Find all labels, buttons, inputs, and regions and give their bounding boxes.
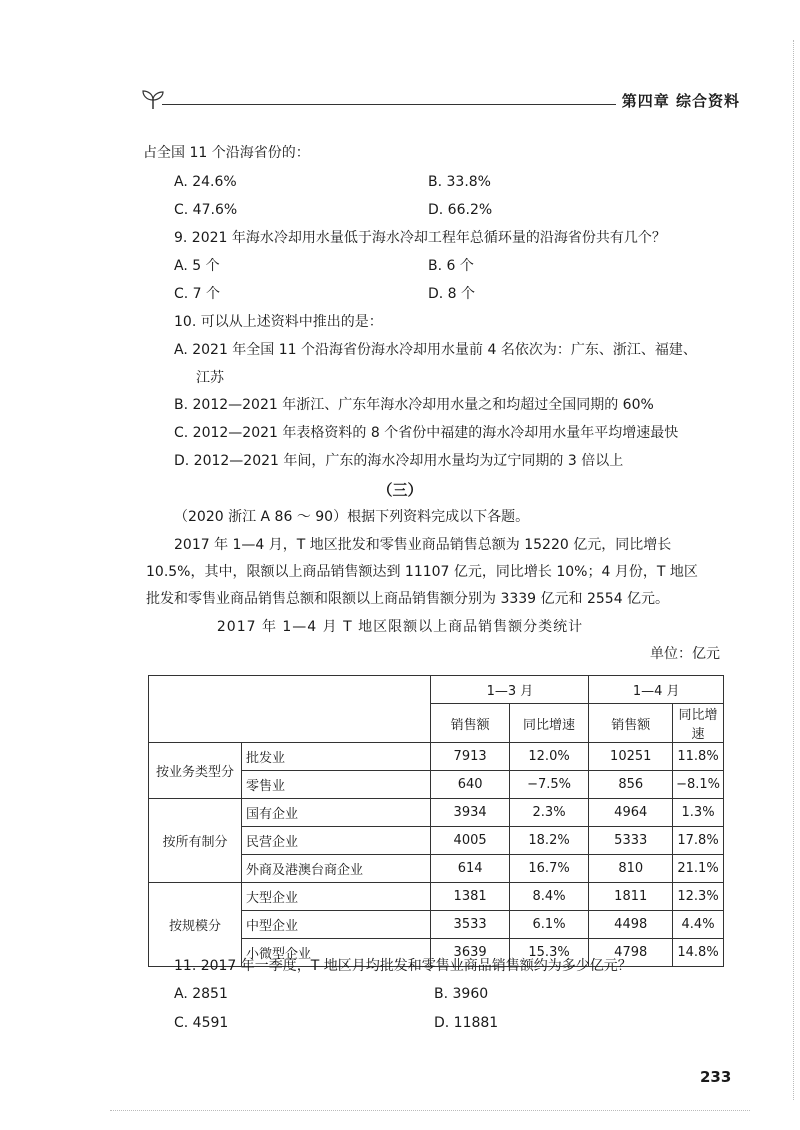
growth-q1-cell: 2.3%	[509, 799, 589, 827]
growth-jan-apr-cell: 17.8%	[673, 827, 724, 855]
sales-q1-cell: 640	[431, 771, 509, 799]
q8-tail: 占全国 11 个沿海省份的：	[143, 145, 310, 161]
q8-option-a: A. 24.6%	[174, 174, 237, 190]
group-label: 按规模分	[149, 883, 242, 967]
sales-jan-apr-cell: 856	[589, 771, 673, 799]
sales-jan-apr-cell: 810	[589, 855, 673, 883]
material-paragraph-2: 10.5%，其中，限额以上商品销售额达到 11107 亿元，同比增长 10%；4 月份，T 地区	[146, 564, 698, 580]
q8-option-d: D. 66.2%	[428, 202, 493, 218]
growth-jan-apr-cell: 11.8%	[673, 743, 724, 771]
q8-option-c: C. 47.6%	[174, 202, 238, 218]
growth-q1-cell: 18.2%	[509, 827, 589, 855]
material-paragraph-3: 批发和零售业商品销售总额和限额以上商品销售额分别为 3339 亿元和 2554 亿元。	[146, 591, 670, 607]
sales-jan-apr-cell: 1811	[589, 883, 673, 911]
growth-q1-cell: 15.3%	[509, 939, 589, 967]
chapter-title: 第四章 综合资料	[616, 90, 740, 111]
q10-option-a-line2: 江苏	[196, 370, 224, 386]
column-header-sales: 销售额	[589, 704, 673, 743]
q11-option-a: A. 2851	[174, 986, 228, 1002]
period-header: 1—3 月	[431, 676, 589, 704]
q8-option-b: B. 33.8%	[428, 174, 491, 190]
q9-option-c: C. 7 个	[174, 286, 221, 302]
section-source: （2020 浙江 A 86 ～ 90）根据下列资料完成以下各题。	[174, 509, 530, 525]
table-title: 2017 年 1—4 月 T 地区限额以上商品销售额分类统计	[216, 619, 584, 635]
growth-jan-apr-cell: 4.4%	[673, 911, 724, 939]
sales-q1-cell: 3934	[431, 799, 509, 827]
growth-q1-cell: −7.5%	[509, 771, 589, 799]
page-header	[140, 86, 740, 116]
q10-option-c: C. 2012—2021 年表格资料的 8 个省份中福建的海水冷却用水量年平均增速最快	[174, 425, 679, 441]
sales-q1-cell: 7913	[431, 743, 509, 771]
sales-table	[148, 675, 724, 967]
sales-jan-apr-cell: 10251	[589, 743, 673, 771]
group-label: 按业务类型分	[149, 743, 242, 799]
growth-jan-apr-cell: 21.1%	[673, 855, 724, 883]
period-header: 1—4 月	[589, 676, 724, 704]
q10-option-b: B. 2012—2021 年浙江、广东年海水冷却用水量之和均超过全国同期的 60%	[174, 397, 654, 413]
q9-option-b: B. 6 个	[428, 258, 474, 274]
table-row	[149, 743, 724, 771]
q11-option-d: D. 11881	[434, 1015, 499, 1031]
sales-q1-cell: 1381	[431, 883, 509, 911]
growth-q1-cell: 16.7%	[509, 855, 589, 883]
table-corner-cell	[149, 676, 431, 743]
material-paragraph-1: 2017 年 1—4 月，T 地区批发和零售业商品销售总额为 15220 亿元，同比增长	[174, 537, 672, 553]
sales-q1-cell: 4005	[431, 827, 509, 855]
sales-jan-apr-cell: 4964	[589, 799, 673, 827]
section-title: （三）	[377, 481, 423, 499]
growth-jan-apr-cell: −8.1%	[673, 771, 724, 799]
group-label: 按所有制分	[149, 799, 242, 883]
growth-q1-cell: 12.0%	[509, 743, 589, 771]
table-unit: 单位：亿元	[650, 646, 720, 662]
q9-option-d: D. 8 个	[428, 286, 476, 302]
column-header-growth: 同比增速	[673, 704, 724, 743]
growth-q1-cell: 6.1%	[509, 911, 589, 939]
q11-option-b: B. 3960	[434, 986, 489, 1002]
sales-q1-cell: 3639	[431, 939, 509, 967]
page-number: 233	[700, 1068, 732, 1086]
category-label: 小微型企业	[241, 939, 431, 967]
table-row	[149, 799, 724, 827]
category-label: 零售业	[241, 771, 431, 799]
growth-jan-apr-cell: 12.3%	[673, 883, 724, 911]
category-label: 批发业	[241, 743, 431, 771]
category-label: 民营企业	[241, 827, 431, 855]
column-header-sales: 销售额	[431, 704, 509, 743]
column-header-growth: 同比增速	[509, 704, 589, 743]
q9-option-a: A. 5 个	[174, 258, 220, 274]
q9-stem: 9. 2021 年海水冷却用水量低于海水冷却工程年总循环量的沿海省份共有几个？	[174, 230, 666, 246]
q10-option-d: D. 2012—2021 年间，广东的海水冷却用水量均为辽宁同期的 3 倍以上	[174, 453, 624, 469]
growth-q1-cell: 8.4%	[509, 883, 589, 911]
sprout-icon	[140, 88, 166, 110]
sales-jan-apr-cell: 4498	[589, 911, 673, 939]
category-label: 外商及港澳台商企业	[241, 855, 431, 883]
q10-stem: 10. 可以从上述资料中推出的是：	[174, 314, 383, 330]
sales-jan-apr-cell: 4798	[589, 939, 673, 967]
sales-q1-cell: 614	[431, 855, 509, 883]
table-row	[149, 883, 724, 911]
q11-option-c: C. 4591	[174, 1015, 229, 1031]
table-header-row	[149, 676, 724, 704]
growth-jan-apr-cell: 14.8%	[673, 939, 724, 967]
q10-option-a-line1: A. 2021 年全国 11 个沿海省份海水冷却用水量前 4 名依次为：广东、浙江、福建、	[174, 342, 697, 358]
sales-q1-cell: 3533	[431, 911, 509, 939]
scan-edge	[792, 40, 794, 1100]
growth-jan-apr-cell: 1.3%	[673, 799, 724, 827]
category-label: 中型企业	[241, 911, 431, 939]
category-label: 国有企业	[241, 799, 431, 827]
sales-jan-apr-cell: 5333	[589, 827, 673, 855]
scan-bottom-edge	[110, 1110, 750, 1111]
q11-stem: 11. 2017 年一季度，T 地区月均批发和零售业商品销售额约为多少亿元？	[174, 958, 632, 974]
category-label: 大型企业	[241, 883, 431, 911]
